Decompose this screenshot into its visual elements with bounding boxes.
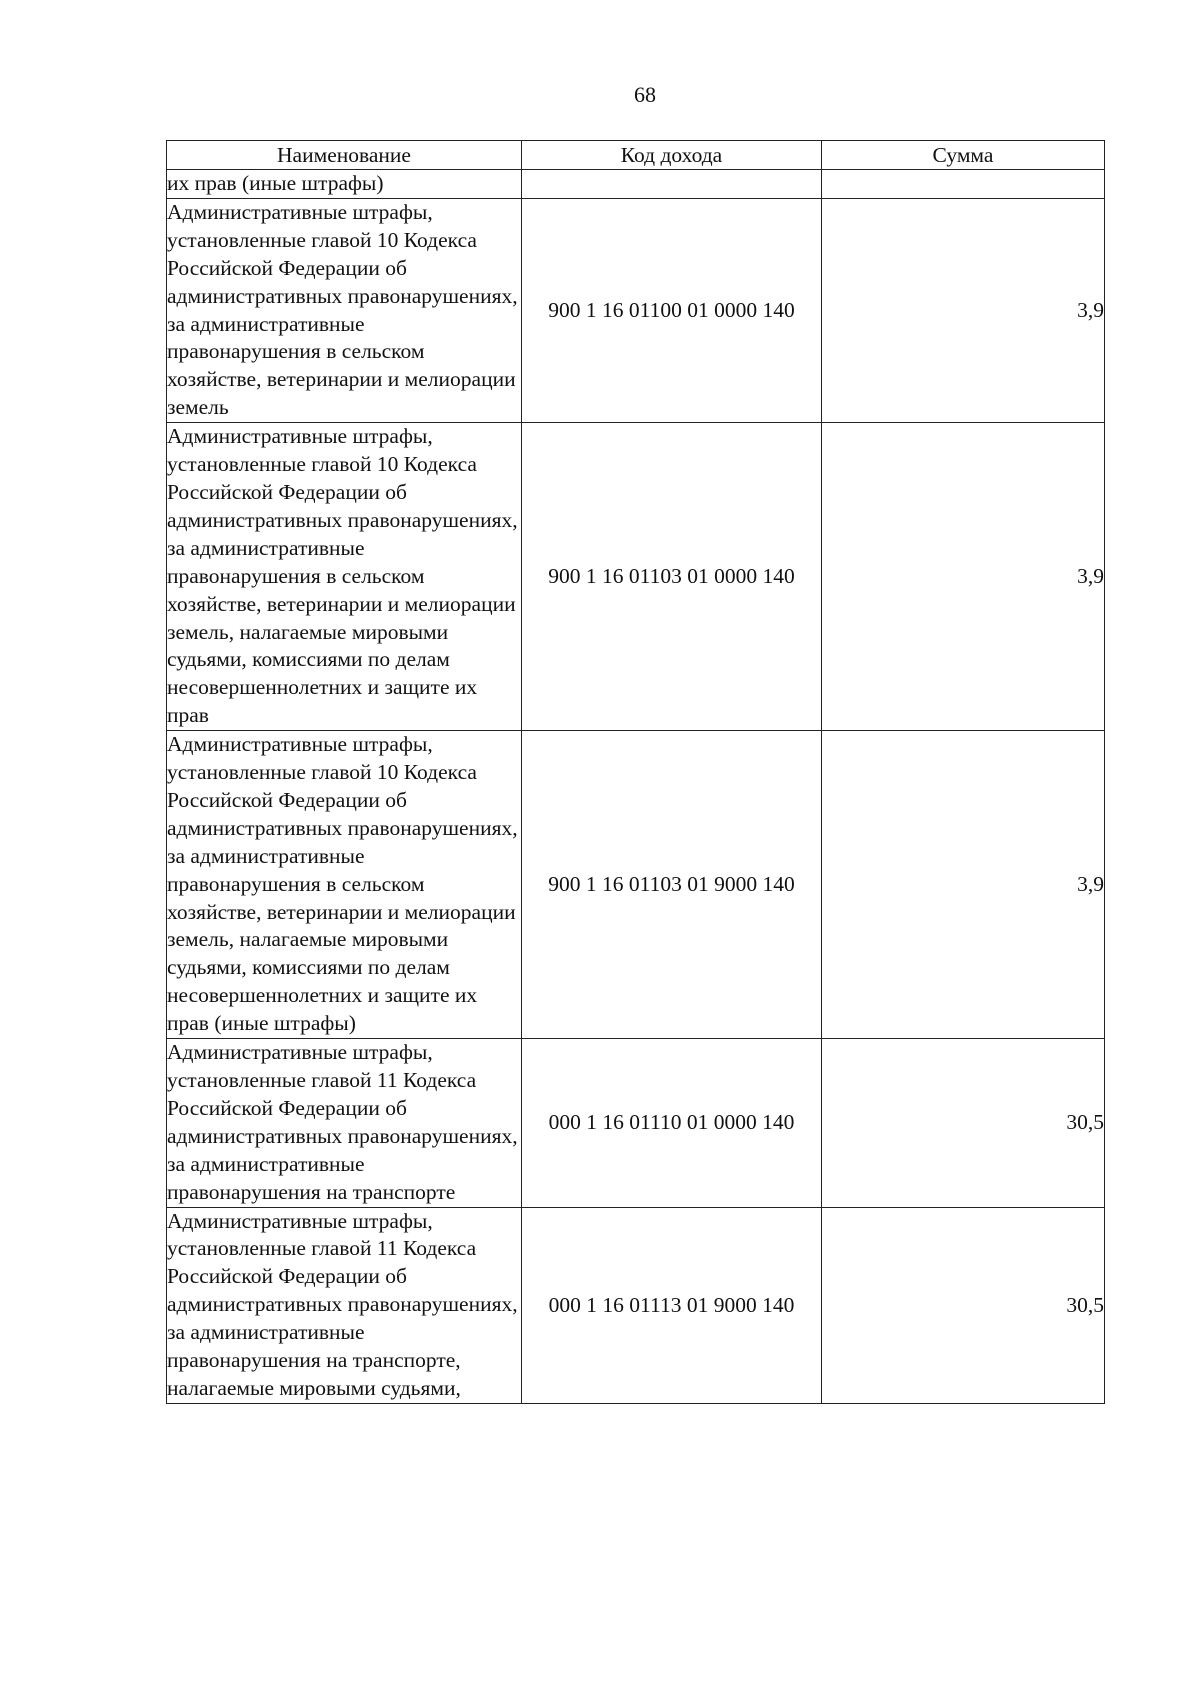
revenue-table xyxy=(166,140,1105,1404)
header-sum: Сумма xyxy=(822,141,1105,170)
table-row xyxy=(167,198,1105,422)
row-name: Административные штрафы, установленные главой 10 Кодекса Российской Федерации об административных правонарушениях, за административные правонарушения в сельском хозяйстве, ветеринарии и мелиорации земель, налагаемые мировыми судьями, комиссиями по делам несовершеннолетних и защите их прав (иные штрафы) xyxy=(167,731,522,1039)
table-row xyxy=(167,423,1105,731)
header-name: Наименование xyxy=(167,141,522,170)
row-name: Административные штрафы, установленные главой 11 Кодекса Российской Федерации об административных правонарушениях, за административные правонарушения на транспорте, налагаемые мировыми судьями, xyxy=(167,1207,522,1403)
row-code: 900 1 16 01103 01 9000 140 xyxy=(522,731,822,1039)
row-code xyxy=(522,170,822,199)
row-sum: 30,5 xyxy=(822,1207,1105,1403)
table-row xyxy=(167,170,1105,199)
row-name: Административные штрафы, установленные главой 11 Кодекса Российской Федерации об административных правонарушениях, за административные правонарушения на транспорте xyxy=(167,1039,522,1207)
row-sum: 3,9 xyxy=(822,423,1105,731)
row-code: 900 1 16 01100 01 0000 140 xyxy=(522,198,822,422)
row-sum: 30,5 xyxy=(822,1039,1105,1207)
row-code: 000 1 16 01113 01 9000 140 xyxy=(522,1207,822,1403)
row-code: 000 1 16 01110 01 0000 140 xyxy=(522,1039,822,1207)
table-row xyxy=(167,1207,1105,1403)
row-sum: 3,9 xyxy=(822,198,1105,422)
page-number: 68 xyxy=(634,82,656,107)
table-row xyxy=(167,1039,1105,1207)
table-header-row xyxy=(167,141,1105,170)
table-row xyxy=(167,731,1105,1039)
row-name: Административные штрафы, установленные главой 10 Кодекса Российской Федерации об административных правонарушениях, за административные правонарушения в сельском хозяйстве, ветеринарии и мелиорации земель xyxy=(167,198,522,422)
row-code: 900 1 16 01103 01 0000 140 xyxy=(522,423,822,731)
row-name: Административные штрафы, установленные главой 10 Кодекса Российской Федерации об административных правонарушениях, за административные правонарушения в сельском хозяйстве, ветеринарии и мелиорации земель, налагаемые мировыми судьями, комиссиями по делам несовершеннолетних и защите их прав xyxy=(167,423,522,731)
header-code: Код дохода xyxy=(522,141,822,170)
row-sum xyxy=(822,170,1105,199)
row-name: их прав (иные штрафы) xyxy=(167,170,522,199)
row-sum: 3,9 xyxy=(822,731,1105,1039)
